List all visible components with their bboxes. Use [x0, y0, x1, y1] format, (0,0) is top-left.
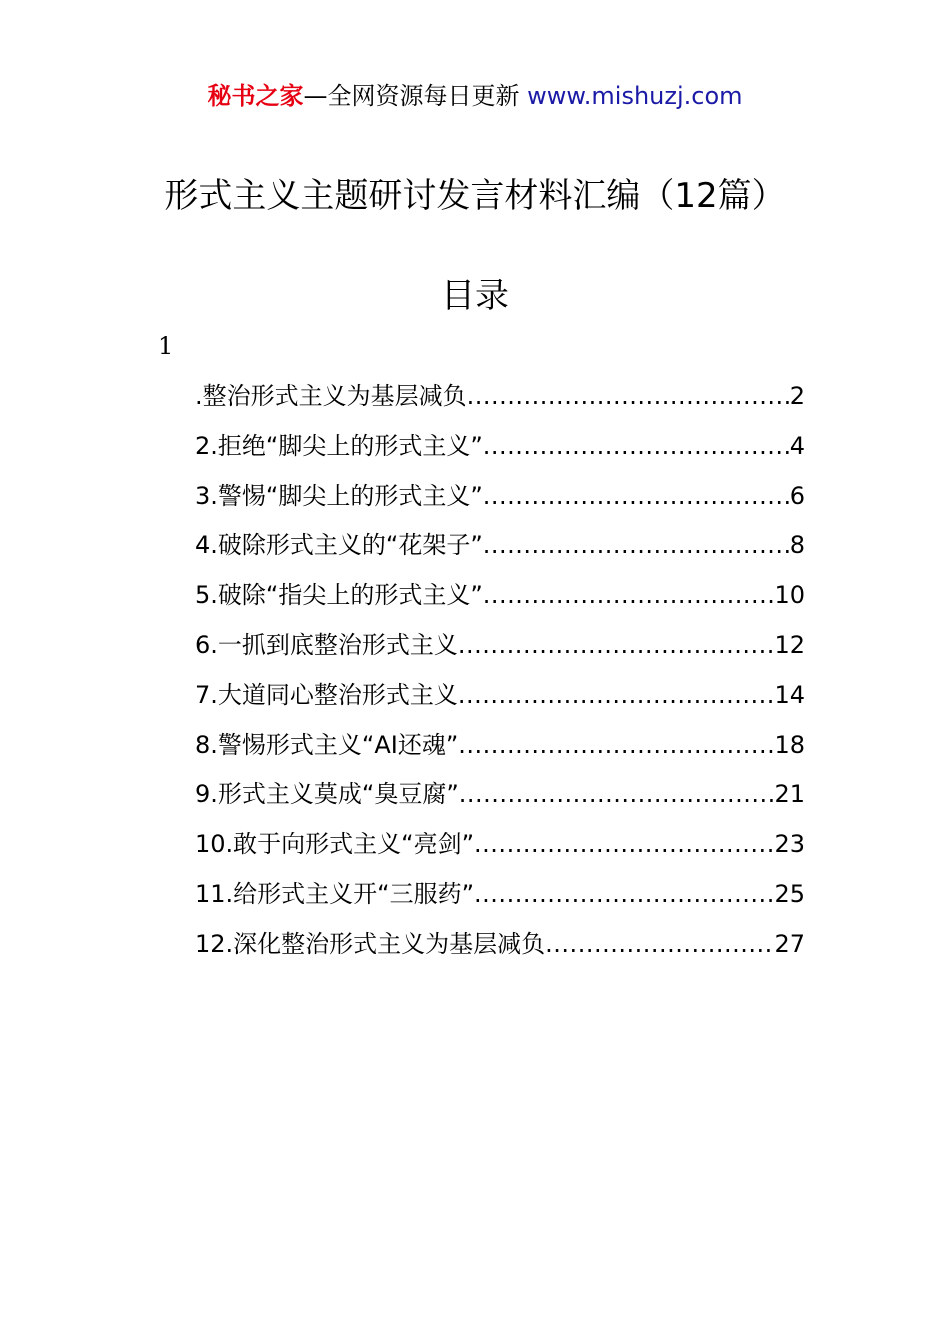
toc-page-number: 21: [774, 780, 805, 809]
toc-page-number: 2: [789, 382, 805, 410]
toc-entry[interactable]: [195, 577, 805, 627]
toc-entry[interactable]: [195, 627, 805, 677]
toc-page-number: 12: [774, 630, 805, 659]
stray-list-number: 1: [158, 332, 174, 360]
toc-entry[interactable]: [195, 776, 805, 826]
toc-page-number: 6: [789, 481, 805, 510]
toc-entry-title: 5.破除“指尖上的形式主义”: [195, 581, 483, 610]
toc-entry-title: .整治形式主义为基层减负: [195, 382, 467, 410]
toc-entry[interactable]: [195, 677, 805, 727]
toc-entry-title: 2.拒绝“脚尖上的形式主义”: [195, 431, 483, 460]
toc-page-number: 8: [789, 531, 805, 560]
toc-page-number: 18: [774, 730, 805, 759]
toc-entry[interactable]: [195, 826, 805, 876]
toc-entry[interactable]: [195, 527, 805, 577]
toc-page-number: 27: [774, 929, 805, 958]
toc-entry-title: 3.警惕“脚尖上的形式主义”: [195, 481, 483, 510]
toc-entry[interactable]: [195, 478, 805, 528]
toc-entry-title: 11.给形式主义开“三服药”: [195, 879, 475, 908]
toc-dot-leader: [458, 727, 774, 763]
toc-dot-leader: [483, 428, 790, 464]
toc-entry-title: 10.敢于向形式主义“亮剑”: [195, 830, 475, 859]
toc-entry[interactable]: [195, 428, 805, 478]
toc-dot-leader: [483, 478, 790, 514]
toc-entry[interactable]: [195, 876, 805, 926]
toc-dot-leader: [459, 776, 775, 812]
toc-entry[interactable]: [195, 926, 805, 976]
toc-page-number: 14: [774, 680, 805, 709]
toc-heading: 目录: [441, 276, 509, 316]
toc-page-number: 25: [774, 879, 805, 908]
document-title: 形式主义主题研讨发言材料汇编（12篇）: [164, 176, 786, 216]
toc-page-number: 23: [774, 830, 805, 859]
toc-entry-title: 8.警惕形式主义“AI还魂”: [195, 730, 459, 759]
toc-entry-title: 7.大道同心整治形式主义: [195, 680, 458, 709]
site-url-link[interactable]: www.mishuzj.com: [527, 82, 743, 110]
toc-entry-title: 6.一抓到底整治形式主义: [195, 630, 458, 659]
toc-dot-leader: [467, 378, 790, 414]
toc-page-number: 10: [774, 581, 805, 610]
toc-dot-leader: [474, 876, 774, 912]
toc-dot-leader: [545, 926, 774, 962]
toc-dot-leader: [474, 826, 774, 862]
toc-dot-leader: [458, 677, 775, 713]
table-of-contents: [195, 378, 805, 976]
brand-name: 秘书之家: [207, 82, 304, 110]
toc-entry-title: 4.破除形式主义的“花架子”: [195, 531, 483, 560]
toc-dot-leader: [458, 627, 775, 663]
header-tagline: —全网资源每日更新: [303, 82, 520, 110]
site-header: [0, 80, 950, 112]
toc-entry-title: 9.形式主义莫成“臭豆腐”: [195, 780, 459, 809]
toc-page-number: 4: [789, 431, 805, 460]
toc-dot-leader: [483, 577, 775, 613]
toc-entry-title: 12.深化整治形式主义为基层减负: [195, 929, 546, 958]
toc-entry[interactable]: [195, 378, 805, 428]
toc-entry[interactable]: [195, 727, 805, 777]
toc-dot-leader: [483, 527, 790, 563]
